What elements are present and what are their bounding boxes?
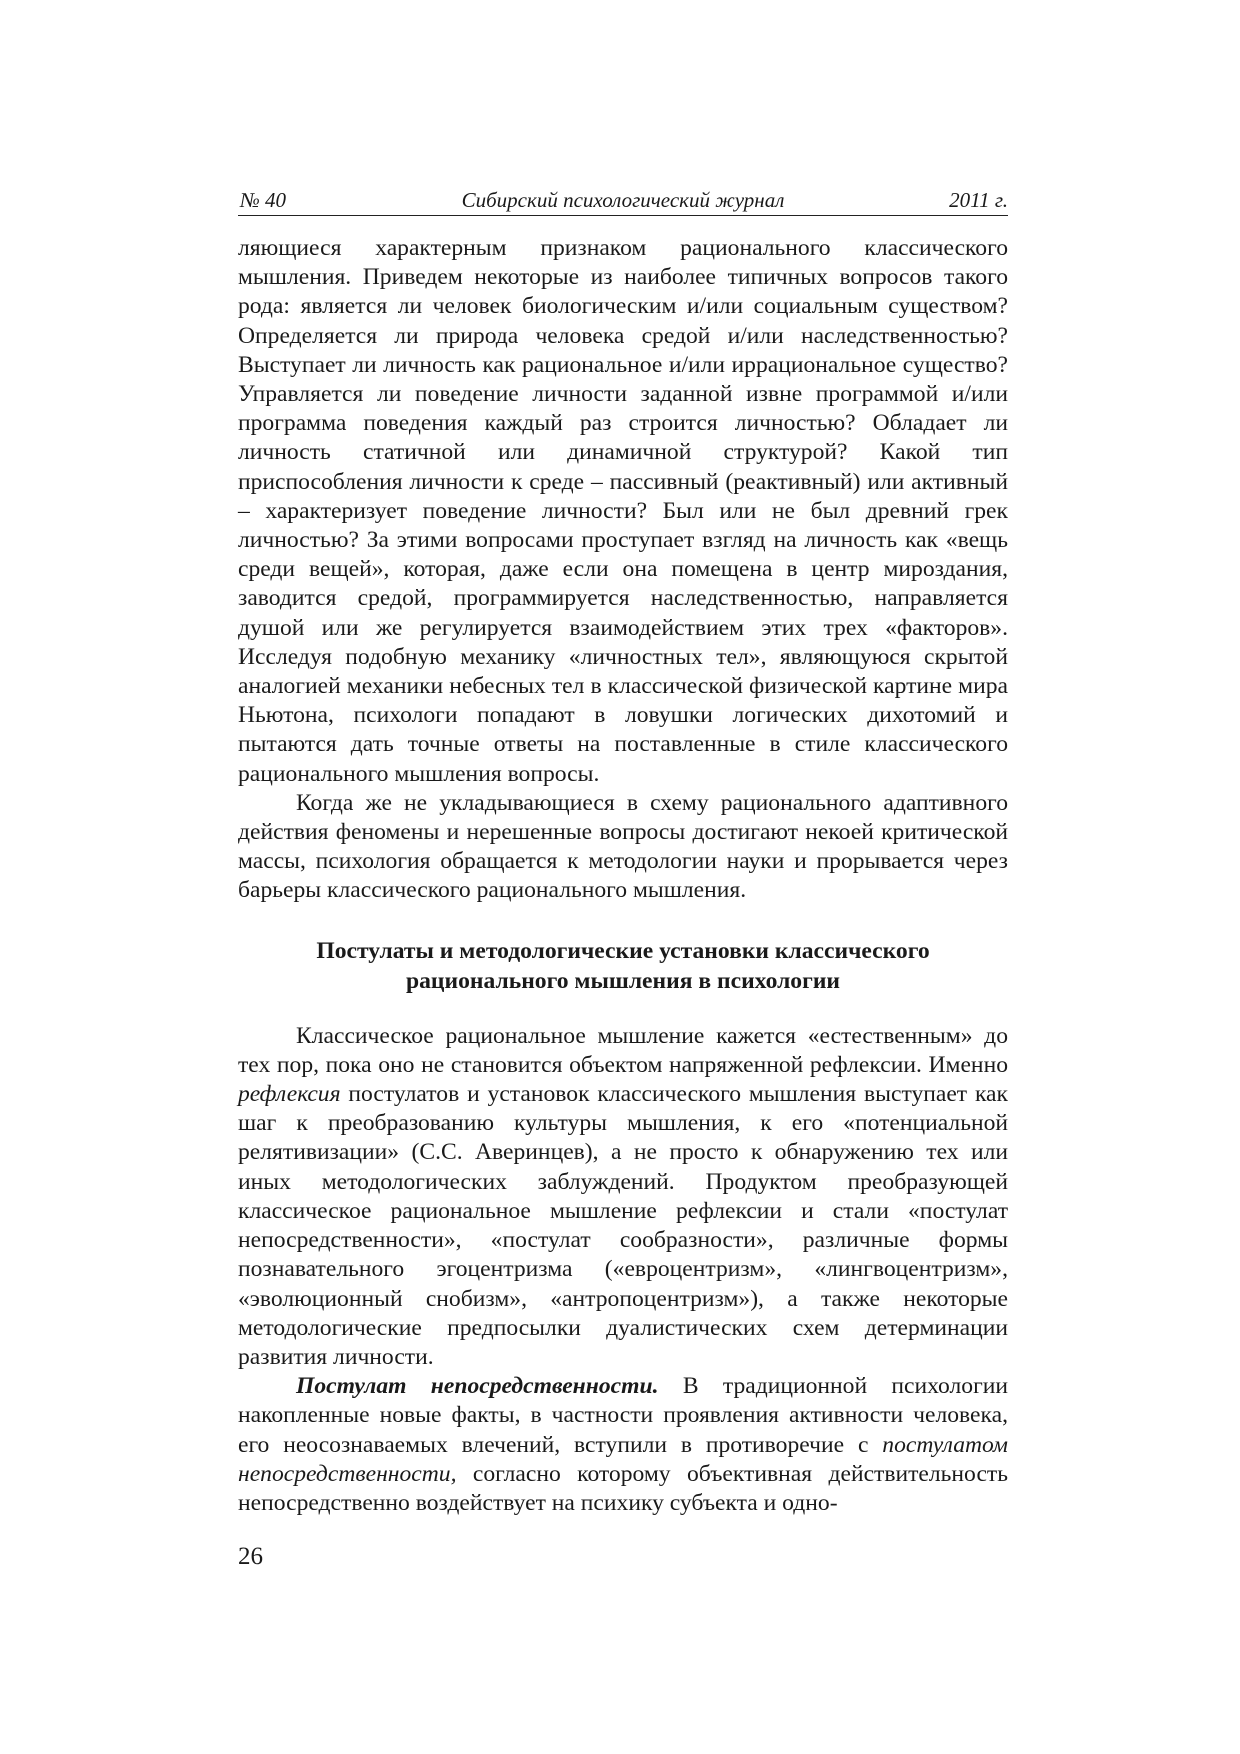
- running-header: [238, 187, 1008, 216]
- paragraph-postulate-text-1: В традиционной психологии накопленные новые факты, в частности проявления активности человека, его неосознаваемых влечений, вступили в противоречие с: [238, 1373, 1009, 1458]
- section-heading-line-1: Постулаты и методологические установки классического: [316, 937, 930, 964]
- page-number: 26: [238, 1543, 263, 1570]
- section-heading: [238, 936, 1008, 996]
- paragraph-continuation: ляющиеся характерным признаком рационального классического мышления. Приведем некоторые из наиболее типичных вопросов такого рода: является ли человек биологическим и/или социальным существом? Определяется ли природа человека средой и/или наследственностью? Выступает ли личность как рациональное и/или иррациональное существо? Управляется ли поведение личности заданной извне программой и/или программа поведения каждый раз строится личностью? Обладает ли личность статичной или динамичной структурой? Какой тип приспособления личности к среде – пассивный (реактивный) или активный – характеризует поведение личности? Был или не был древний грек личностью? За этими вопросами проступает взгляд на личность как «вещь среди вещей», которая, даже если она помещена в центр мироздания, заводится средой, программируется наследственностью, направляется душой или же регулируется взаимодействием этих трех «факторов». Исследуя подобную механику «личностных тел», являющуюся скрытой аналогией механики небесных тел в классической физической картине мира Ньютона, психологи попадают в ловушки логических дихотомий и пытаются дать точные ответы на поставленные в стиле классического рационального мышления вопросы.: [238, 235, 1008, 787]
- issue-number: № 40: [240, 188, 287, 212]
- paragraph-reflection-text-1: Классическое рациональное мышление кажется «естественным» до тех пор, пока оно не становится объектом напряженной рефлексии. Именно: [238, 1022, 1008, 1078]
- journal-title: Сибирский психологический журнал: [461, 188, 785, 212]
- paragraph-reflection-text-2: постулатов и установок классического мышления выступает как шаг к преобразованию культуры мышления, к его «потенциальной релятивизации» (С.С. Аверинцев), а не просто к обнаружению тех или иных методологических заблуждений. Продуктом преобразующей классическое рациональное мышление рефлексии и стали «постулат непосредственности», «постулат сообразности», различные формы познавательного эгоцентризма («евроцентризм», «лингвоцентризм», «эволюционный снобизм», «антропоцентризм»), а также некоторые методологические предпосылки дуалистических схем детерминации развития личности.: [238, 1081, 1008, 1370]
- paragraph-postulate-text-2: согласно которому объективная действительность непосредственно воздействует на психику субъекта и одно-: [238, 1460, 1008, 1516]
- publication-year: 2011 г.: [949, 188, 1008, 212]
- paragraph-critical-mass: Когда же не укладывающиеся в схему рационального адаптивного действия феномены и нерешенные вопросы достигают некоей критической массы, психология обращается к методологии науки и прорывается через барьеры классического рационального мышления.: [238, 789, 1008, 904]
- paragraph-postulate-immediacy: [238, 1372, 1008, 1518]
- emphasis-postulate: постулатом непосредственности,: [238, 1431, 1008, 1487]
- article-body: [238, 234, 1008, 1518]
- postulate-term: Постулат непосредственности.: [296, 1373, 659, 1400]
- section-heading-line-2: рационального мышления в психологии: [405, 967, 841, 994]
- paragraph-reflection: [238, 1022, 1008, 1372]
- emphasis-reflection: рефлексия: [238, 1081, 341, 1108]
